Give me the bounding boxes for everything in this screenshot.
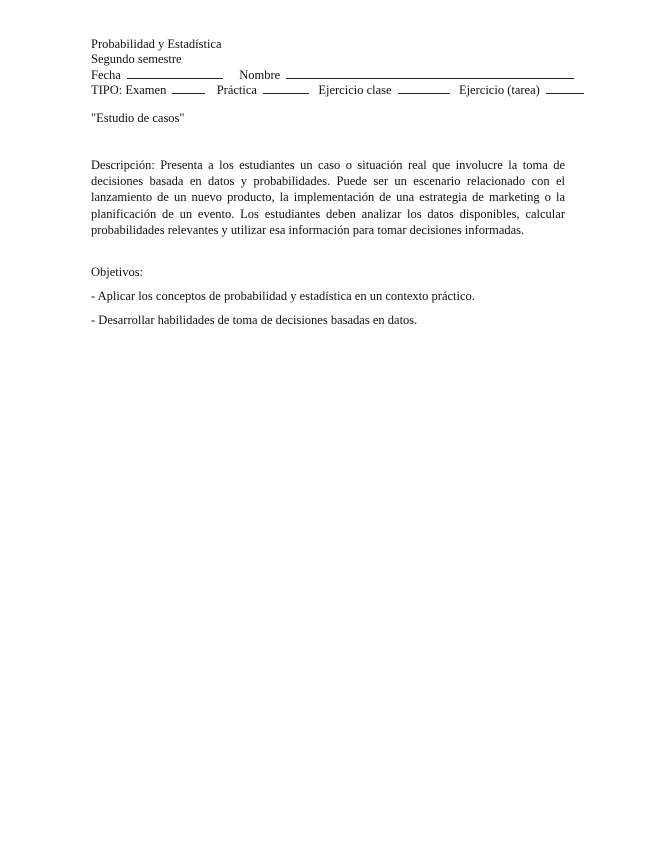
ejercicio-clase-label: Ejercicio clase: [318, 83, 392, 97]
examen-label: Examen: [125, 83, 167, 97]
fecha-label: Fecha: [91, 68, 121, 82]
document-title: "Estudio de casos": [91, 111, 185, 125]
examen-blank[interactable]: [172, 82, 205, 94]
fecha-nombre-row: [91, 67, 565, 82]
objective-item: - Desarrollar habilidades de toma de decisiones basadas en datos.: [91, 313, 418, 328]
fecha-blank[interactable]: [127, 67, 223, 79]
course-title: Probabilidad y Estadística: [91, 37, 222, 51]
description-paragraph: Descripción: Presenta a los estudiantes un caso o situación real que involucre la toma de decisiones basada en datos y probabilidades. Puede ser un escenario relacionado con el lanzamiento de un nuevo producto, la implementación de una estrategia de marketing o la planificación de un evento. Los estudiantes deben analizar los datos disponibles, calcular probabilidades relevantes y utilizar esa información para tomar decisiones informadas.: [91, 158, 565, 237]
nombre-blank[interactable]: [286, 67, 574, 79]
ejercicio-clase-blank[interactable]: [398, 82, 450, 94]
tipo-label: TIPO:: [91, 83, 123, 97]
practica-blank[interactable]: [263, 82, 309, 94]
semester-label: Segundo semestre: [91, 52, 182, 66]
tipo-row: [91, 82, 565, 97]
nombre-label: Nombre: [239, 68, 281, 82]
objectives-heading: Objetivos:: [91, 265, 144, 280]
ejercicio-tarea-blank[interactable]: [546, 82, 584, 94]
practica-label: Práctica: [216, 83, 257, 97]
ejercicio-tarea-label: Ejercicio (tarea): [458, 83, 540, 97]
objective-item: - Aplicar los conceptos de probabilidad y estadística en un contexto práctico.: [91, 289, 475, 304]
document-content: [91, 37, 565, 328]
